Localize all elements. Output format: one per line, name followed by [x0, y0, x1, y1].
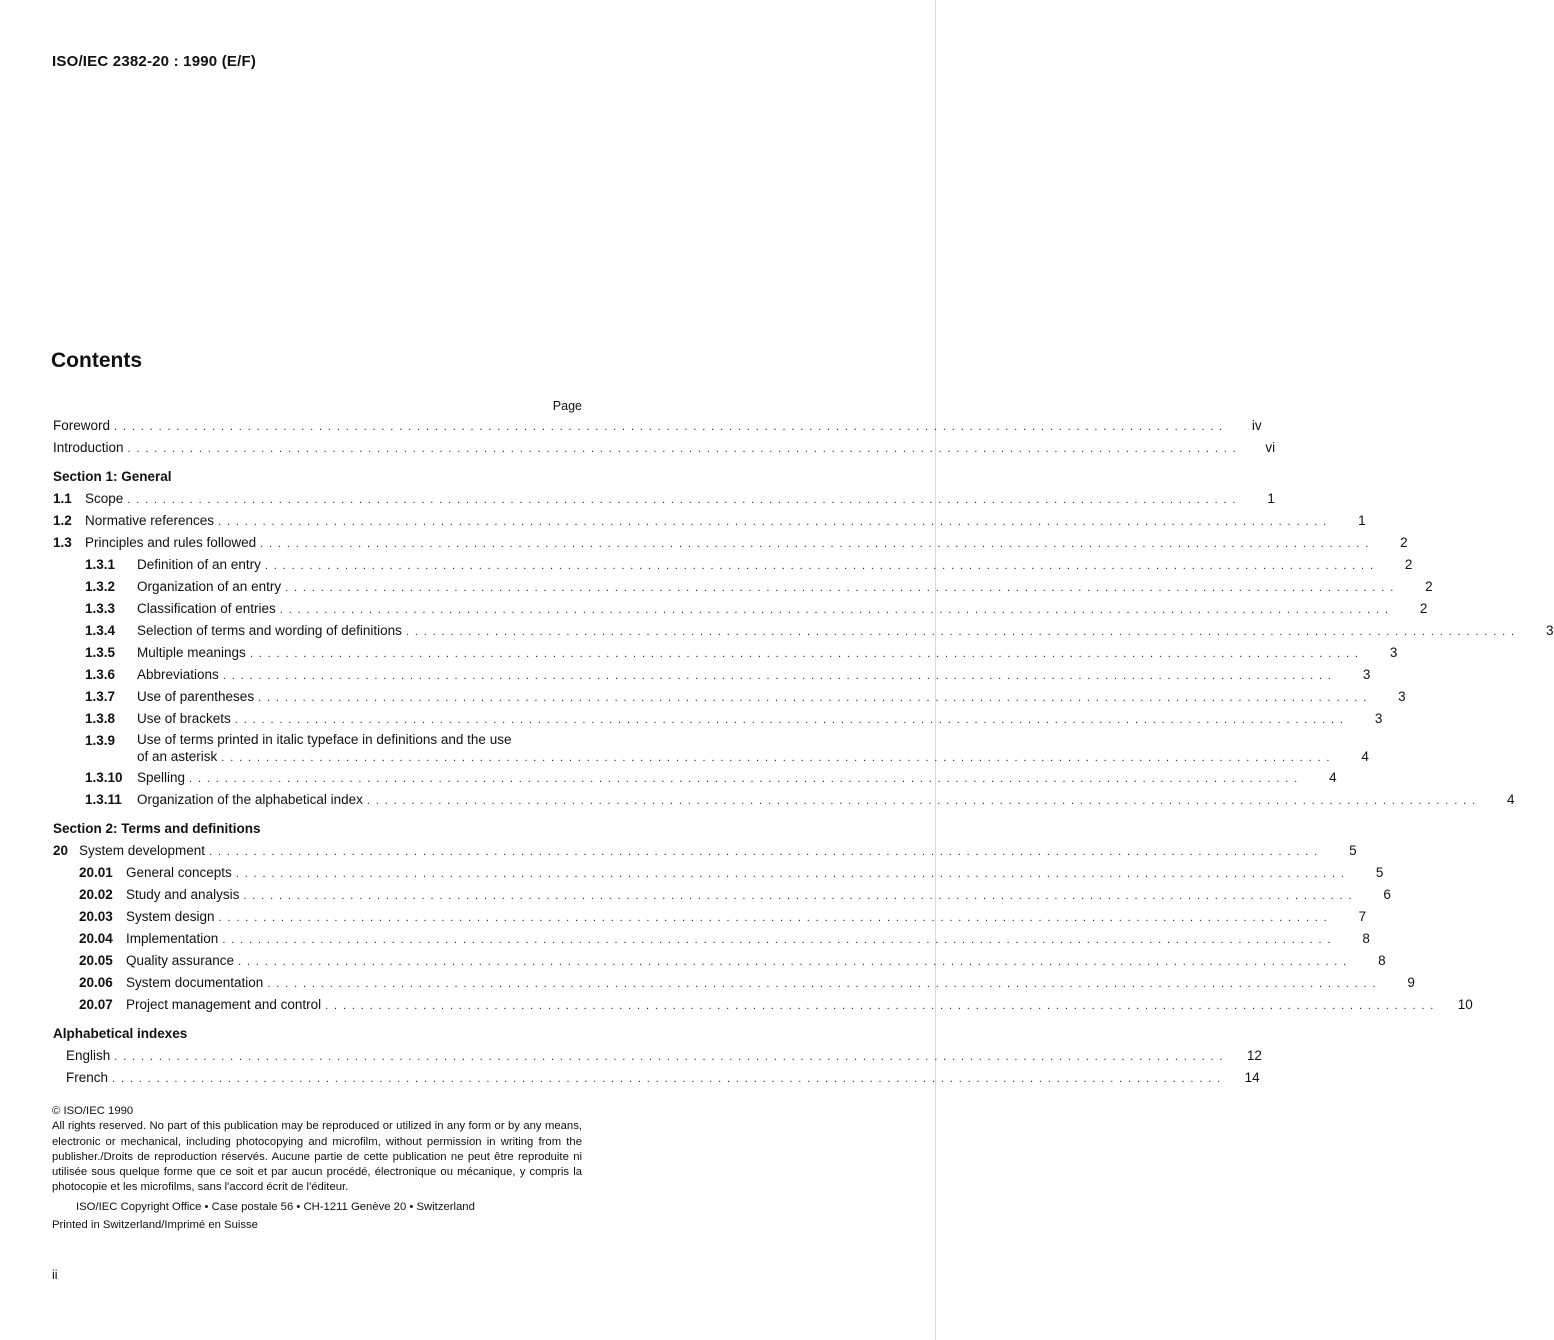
toc-entry-number: 1.3.10	[85, 770, 123, 785]
standard-header: ISO/IEC 2382-20 : 1990 (E/F)	[52, 53, 257, 70]
toc-entry-20-05[interactable]	[53, 950, 1386, 972]
toc-entry-page: 14	[1244, 1070, 1260, 1085]
toc-entry-number: 1.3.8	[85, 711, 116, 726]
toc-entry-page: 5	[1375, 865, 1384, 880]
toc-entry-label: General concepts	[126, 865, 232, 880]
toc-entry-label: System development	[79, 843, 206, 858]
toc-entry-label: System documentation	[126, 975, 264, 990]
toc-entry-label: Organization of the alphabetical index	[137, 792, 363, 807]
dot-leader	[235, 709, 1345, 731]
toc-entry-page: vi	[1265, 440, 1276, 455]
toc-entry-label-line1: Use of terms printed in italic typeface in definitions and the use	[137, 732, 512, 747]
toc-entry-number: 1.3.2	[85, 579, 116, 594]
toc-entry-number: 1.3.6	[85, 667, 116, 682]
toc-entry-20[interactable]	[53, 840, 1357, 862]
toc-entry-label: Use of brackets	[137, 711, 231, 726]
toc-entry-foreword[interactable]	[53, 415, 1262, 437]
toc-entry-1-3-6[interactable]	[53, 664, 1371, 686]
toc-entry-label: System design	[126, 909, 215, 924]
toc-entry-number: 20.03	[79, 909, 113, 924]
toc-entry-page: 8	[1378, 953, 1386, 968]
dot-leader	[236, 863, 1346, 885]
toc-entry-number: 1.2	[53, 513, 72, 528]
toc-entry-1-3-9[interactable]	[53, 730, 1369, 767]
toc-entry-number: 20.04	[79, 931, 113, 946]
dot-leader	[243, 885, 1353, 907]
toc-entry-number: 1.3.3	[85, 601, 116, 616]
dot-leader	[238, 951, 1348, 973]
toc-entry-20-06[interactable]	[53, 972, 1415, 994]
page-number: ii	[52, 1268, 58, 1282]
dot-leader	[114, 416, 1224, 438]
dot-leader	[221, 748, 1331, 768]
dot-leader	[258, 687, 1368, 709]
toc-entry-1-3[interactable]	[53, 532, 1408, 554]
toc-entry-page: 8	[1362, 931, 1370, 946]
toc-entry-page: 9	[1407, 975, 1415, 990]
toc-entry-label: Study and analysis	[126, 887, 240, 902]
toc-entry-page: 2	[1404, 557, 1413, 572]
toc-entry-page: 3	[1545, 623, 1554, 638]
toc-entry-page: 12	[1246, 1048, 1262, 1063]
toc-entry-number: 1.1	[53, 491, 72, 506]
toc-entry-label: Classification of entries	[137, 601, 276, 616]
toc-entry-1-1[interactable]	[53, 488, 1275, 510]
toc-entry-1-3-10[interactable]	[53, 767, 1337, 789]
dot-leader	[406, 621, 1516, 643]
toc-entry-1-3-2[interactable]	[53, 576, 1433, 598]
dot-leader	[260, 533, 1370, 555]
dot-leader	[218, 511, 1328, 533]
toc-entry-page: 2	[1425, 579, 1433, 594]
toc-entry-20-07[interactable]	[53, 994, 1473, 1016]
contents-title: Contents	[51, 349, 142, 372]
dot-leader	[280, 599, 1390, 621]
toc-entry-number: 1.3.9	[85, 733, 116, 748]
toc-entry-label: Use of parentheses	[137, 689, 255, 704]
toc-entry-1-3-1[interactable]	[53, 554, 1413, 576]
toc-entry-page: 5	[1349, 843, 1357, 858]
toc-entry-number: 20	[53, 843, 69, 858]
toc-entry-index-english[interactable]	[53, 1045, 1262, 1067]
toc-entry-number: 20.05	[79, 953, 113, 968]
toc-entry-label-line2: of an asterisk	[137, 749, 218, 764]
toc-entry-label: Introduction	[53, 440, 124, 455]
toc-entry-introduction[interactable]	[53, 437, 1276, 459]
page-column-label: Page	[552, 399, 582, 413]
toc-entry-page: 4	[1329, 770, 1337, 785]
toc-entry-label: Implementation	[126, 931, 219, 946]
printed-in: Printed in Switzerland/Imprimé en Suisse	[52, 1219, 258, 1232]
toc-entry-20-02[interactable]	[53, 884, 1391, 906]
toc-entry-label: English	[66, 1048, 111, 1063]
dot-leader	[267, 973, 1377, 995]
dot-leader	[222, 929, 1332, 951]
toc-entry-label: Scope	[85, 491, 124, 506]
toc-entry-label: Foreword	[53, 418, 111, 433]
section-2-heading: Section 2: Terms and definitions	[53, 821, 261, 836]
dot-leader	[128, 438, 1238, 460]
toc-entry-number: 1.3.1	[85, 557, 116, 572]
toc-entry-1-3-11[interactable]	[53, 789, 1515, 811]
dot-leader	[127, 489, 1237, 511]
copyright-office: ISO/IEC Copyright Office • Case postale 56 • CH-1211 Genève 20 • Switzerland	[76, 1200, 475, 1213]
copyright-block	[52, 1104, 582, 1233]
toc-entry-page: 4	[1506, 792, 1515, 807]
dot-leader	[285, 577, 1395, 599]
toc-entry-1-2[interactable]	[53, 510, 1366, 532]
dot-leader	[223, 665, 1333, 687]
toc-entry-number: 20.07	[79, 997, 113, 1012]
dot-leader	[250, 643, 1360, 665]
dot-leader	[114, 1046, 1224, 1068]
toc-entry-label: Spelling	[137, 770, 186, 785]
copyright-line: © ISO/IEC 1990	[52, 1105, 134, 1117]
table-of-contents	[53, 415, 1554, 1089]
copyright-notice: All rights reserved. No part of this publication may be reproduced or utilized in any form or by any means, electronic or mechanical, including photocopying and microfilm, without permission in writing from the publisher./Droits de reproduction réservés. Aucune partie de cette publication ne peut être reproduite ni utilisée sous quelque forme que ce soit et par aucun procédé, électronique ou mécanique, y compris la photocopie et les microfilms, sans l'accord écrit de l'éditeur.	[52, 1120, 582, 1194]
dot-leader	[265, 555, 1375, 577]
toc-entry-number: 1.3.4	[85, 623, 116, 638]
toc-entry-number: 1.3.5	[85, 645, 116, 660]
toc-entry-label: French	[66, 1070, 109, 1085]
toc-entry-number: 1.3.11	[85, 792, 122, 807]
toc-entry-page: 4	[1361, 749, 1369, 764]
toc-entry-page: 1	[1267, 491, 1275, 506]
indexes-heading: Alphabetical indexes	[53, 1026, 188, 1041]
toc-entry-page: 10	[1457, 997, 1473, 1012]
toc-entry-1-3-8[interactable]	[53, 708, 1383, 730]
toc-entry-page: 2	[1400, 535, 1408, 550]
dot-leader	[325, 995, 1435, 1017]
toc-entry-number: 1.3	[53, 535, 72, 550]
toc-entry-label: Project management and control	[126, 997, 322, 1012]
toc-entry-number: 20.06	[79, 975, 113, 990]
toc-entry-20-04[interactable]	[53, 928, 1370, 950]
dot-leader	[219, 907, 1329, 929]
toc-entry-number: 20.02	[79, 887, 113, 902]
toc-entry-label: Abbreviations	[137, 667, 219, 682]
toc-entry-label: Organization of an entry	[137, 579, 282, 594]
toc-entry-label: Definition of an entry	[137, 557, 261, 572]
toc-entry-label: Quality assurance	[126, 953, 235, 968]
toc-entry-label: Principles and rules followed	[85, 535, 257, 550]
toc-entry-page: 7	[1358, 909, 1367, 924]
dot-leader	[367, 790, 1477, 812]
toc-entry-page: 3	[1389, 645, 1398, 660]
toc-entry-page: 3	[1362, 667, 1371, 682]
toc-entry-label: Selection of terms and wording of definitions	[137, 623, 402, 638]
toc-entry-1-3-4[interactable]	[53, 620, 1554, 642]
toc-entry-index-french[interactable]	[53, 1067, 1260, 1089]
toc-entry-page: iv	[1251, 418, 1262, 433]
toc-entry-1-3-3[interactable]	[53, 598, 1428, 620]
toc-entry-page: 3	[1398, 689, 1406, 704]
toc-entry-label: Normative references	[85, 513, 215, 528]
toc-entry-page: 2	[1419, 601, 1428, 616]
toc-entry-1-3-5[interactable]	[53, 642, 1398, 664]
toc-entry-20-03[interactable]	[53, 906, 1367, 928]
toc-entry-page: 6	[1383, 887, 1391, 902]
toc-entry-label: Multiple meanings	[137, 645, 246, 660]
toc-entry-number: 20.01	[79, 865, 113, 880]
toc-entry-number: 1.3.7	[85, 689, 116, 704]
dot-leader	[209, 841, 1319, 863]
toc-entry-page: 3	[1374, 711, 1383, 726]
dot-leader	[189, 768, 1299, 790]
section-1-heading: Section 1: General	[53, 469, 172, 484]
toc-entry-page: 1	[1358, 513, 1366, 528]
dot-leader	[112, 1068, 1222, 1090]
toc-entry-1-3-7[interactable]	[53, 686, 1406, 708]
toc-entry-20-01[interactable]	[53, 862, 1384, 884]
